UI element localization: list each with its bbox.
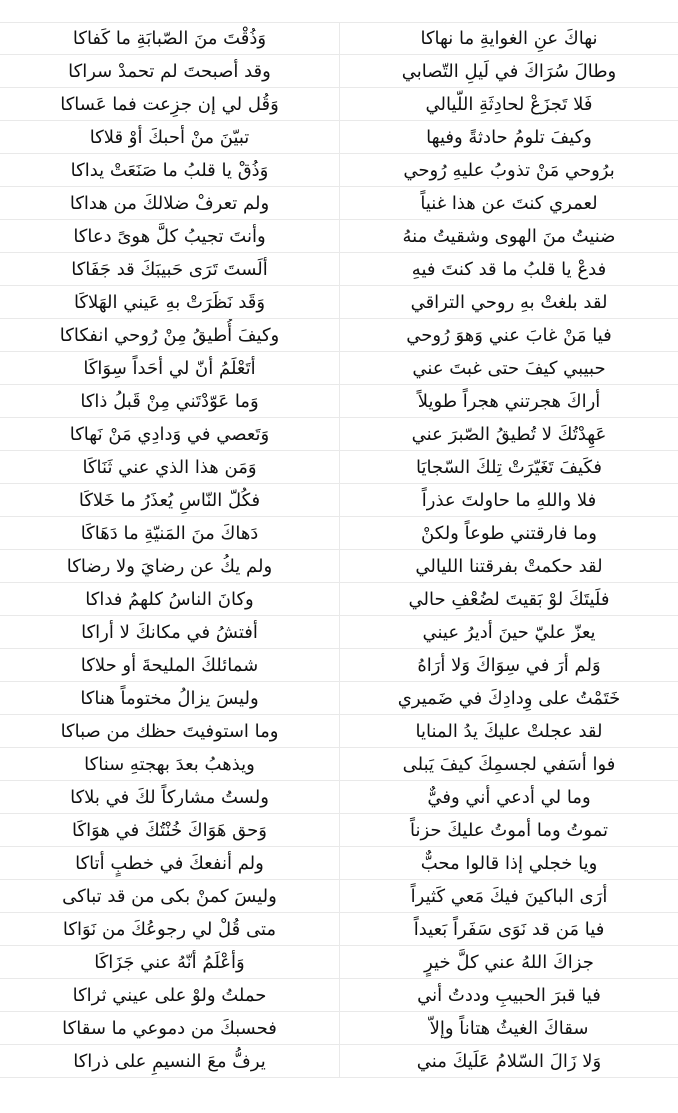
verse-first-hemistich: وطالَ سُرَاكَ في لَيلِ التّصابي bbox=[339, 55, 678, 87]
verse-row bbox=[0, 1045, 678, 1078]
verse-second-hemistich: دَهاكَ منَ المَنيّةِ ما دَهَاكَا bbox=[80, 522, 259, 544]
verse-first-hemistich: عَهِدْتُكَ لا تُطيقُ الصّبرَ عني bbox=[339, 418, 678, 450]
verse-second-hemistich: وَما عَوّدْتَني مِنْ قَبلُ ذاكا bbox=[80, 390, 259, 412]
verse-first-hemistich: فوا أسَفي لجسمِكَ كيفَ يَبلى bbox=[339, 748, 678, 780]
verse-second-hemistich: ولم تعرفْ ضلالكَ من هداكا bbox=[69, 192, 270, 214]
verse-row bbox=[0, 946, 678, 979]
verse-first-hemistich: تموتُ وما أموتُ عليكَ حزناً bbox=[339, 814, 678, 846]
verse-first-hemistich: جزاكَ اللهُ عني كلَّ خيرٍ bbox=[339, 946, 678, 978]
verse-first-hemistich: يعزّ عليّ حينَ أديرُ عيني bbox=[339, 616, 678, 648]
verse-row bbox=[0, 781, 678, 814]
verse-second-hemistich: ولم أنفعكَ في خطبٍ أتاكا bbox=[75, 852, 264, 874]
verse-second-hemistich: فكُلّ النّاسِ يُعذَرُ ما خَلاكَا bbox=[78, 489, 261, 511]
verse-second-hemistich: أتَعْلَمُ أنّ لي أحَداً سِوَاكَا bbox=[83, 357, 256, 379]
verse-first-hemistich: فدعْ يا قلبُ ما قد كنتَ فيهِ bbox=[339, 253, 678, 285]
verse-row bbox=[0, 1012, 678, 1045]
verse-row bbox=[0, 748, 678, 781]
verse-row bbox=[0, 253, 678, 286]
verse-first-hemistich: ويا خجلي إذا قالوا محبٌّ bbox=[339, 847, 678, 879]
verse-second-hemistich: وَقُل لي إن جزِعت فما عَساكا bbox=[60, 93, 279, 115]
verse-row bbox=[0, 88, 678, 121]
verse-second-hemistich: تبيّنَ منْ أحبكَ أوْ قلاكا bbox=[89, 126, 250, 148]
verse-second-hemistich: وَذُقْ يا قلبُ ما صَنَعَتْ يداكا bbox=[70, 159, 269, 181]
verse-first-hemistich: وَلم أرَ في سِوَاكَ وَلا أرَاهُ bbox=[339, 649, 678, 681]
verse-first-hemistich: فلَيتَكَ لوْ بَقيتَ لضُعْفِ حالي bbox=[339, 583, 678, 615]
verse-second-hemistich: وكيفَ أُطيقُ مِنْ رُوحي انفكاكا bbox=[59, 324, 280, 346]
verse-first-hemistich: لعمري كنتَ عن هذا غنياً bbox=[339, 187, 678, 219]
verse-row bbox=[0, 385, 678, 418]
verse-row bbox=[0, 616, 678, 649]
verse-second-hemistich: وما استوفيتَ حظك من صباكا bbox=[60, 720, 279, 742]
verse-second-hemistich: وَذُقْتَ منَ الصّبابَةِ ما كَفاكا bbox=[72, 28, 267, 49]
verse-second-hemistich: ولم يكُ عن رضايَ ولا رضاكا bbox=[66, 555, 273, 577]
verse-second-hemistich: وَأعْلَمُ أنّهُ عني جَزَاكَا bbox=[94, 951, 245, 973]
verse-row bbox=[0, 286, 678, 319]
verse-second-hemistich: وليسَ كمنْ بكى من قد تباكى bbox=[62, 885, 277, 907]
verse-first-hemistich: فَلا تَجزَعْ لحادِثَةِ اللّيالي bbox=[339, 88, 678, 120]
verse-second-hemistich: وأنتَ تجيبُ كلَّ هوىً دعاكا bbox=[73, 225, 266, 247]
verse-row bbox=[0, 550, 678, 583]
verse-row bbox=[0, 55, 678, 88]
verse-first-hemistich: نهاكَ عنِ الغوايةِ ما نهاكا bbox=[339, 23, 678, 54]
verse-row bbox=[0, 913, 678, 946]
verse-first-hemistich: برُوحي مَنْ تذوبُ عليهِ رُوحي bbox=[339, 154, 678, 186]
verse-first-hemistich: ضنيتُ منَ الهوى وشقيتُ منهُ bbox=[339, 220, 678, 252]
verse-second-hemistich: وَمَن هذا الذي عني ثَنَاكَا bbox=[82, 456, 257, 478]
verse-second-hemistich: متى قُلْ لي رجوعُكَ من نَوَاكا bbox=[62, 918, 277, 940]
verse-row bbox=[0, 418, 678, 451]
verse-first-hemistich: وكيفَ تلومُ حادثةً وفيها bbox=[339, 121, 678, 153]
verse-first-hemistich: لقد عجلتْ عليكَ يدُ المنايا bbox=[339, 715, 678, 747]
poem-table bbox=[0, 22, 678, 1078]
verse-row bbox=[0, 220, 678, 253]
verse-second-hemistich: وليسَ يزالُ مختوماً هناكا bbox=[80, 687, 259, 709]
verse-second-hemistich: حملتُ ولوْ على عيني ثراكا bbox=[72, 984, 267, 1006]
verse-second-hemistich: وكانَ الناسُ كلهمُ فداكا bbox=[85, 588, 254, 610]
verse-second-hemistich: وقد أصبحتَ لم تحمدْ سراكا bbox=[68, 60, 271, 82]
verse-second-hemistich: أفتشُ في مكانكَ لا أراكا bbox=[81, 621, 258, 643]
verse-row bbox=[0, 649, 678, 682]
verse-row bbox=[0, 979, 678, 1012]
verse-first-hemistich: فكَيفَ تَغَيّرَتْ تِلكَ السّجايَا bbox=[339, 451, 678, 483]
verse-row bbox=[0, 22, 678, 55]
verse-row bbox=[0, 715, 678, 748]
verse-row bbox=[0, 352, 678, 385]
verse-row bbox=[0, 880, 678, 913]
verse-second-hemistich: ألَستَ تَرَى حَبيبَكَ قد جَفَاكا bbox=[71, 258, 268, 280]
verse-second-hemistich: ويذهبُ بعدَ بهجتهِ سناكا bbox=[84, 753, 255, 775]
verse-row bbox=[0, 682, 678, 715]
verse-second-hemistich: فحسبكَ من دموعي ما سقاكا bbox=[62, 1017, 277, 1039]
verse-first-hemistich: حبيبي كيفَ حتى غبتَ عني bbox=[339, 352, 678, 384]
verse-row bbox=[0, 319, 678, 352]
verse-first-hemistich: لقد حكمتْ بفرقتنا الليالي bbox=[339, 550, 678, 582]
verse-row bbox=[0, 583, 678, 616]
verse-second-hemistich: وَقَد نَظَرَتْ بهِ عَيني الهَلاكَا bbox=[73, 291, 266, 313]
verse-second-hemistich: وَحق هَوَاكَ خُنْتُكَ في هوَاكَا bbox=[72, 819, 267, 841]
verse-first-hemistich: وما لي أدعي أني وفيٌّ bbox=[339, 781, 678, 813]
verse-row bbox=[0, 154, 678, 187]
verse-first-hemistich: سقاكَ الغيثُ هتاناً وإلاّ bbox=[339, 1012, 678, 1044]
verse-first-hemistich: وما فارقتني طوعاً ولكنْ bbox=[339, 517, 678, 549]
verse-first-hemistich: فلا واللهِ ما حاولتَ عذراً bbox=[339, 484, 678, 516]
verse-first-hemistich: فيا مَن قد نَوَى سَفَراً بَعيداً bbox=[339, 913, 678, 945]
verse-row bbox=[0, 814, 678, 847]
verse-first-hemistich: أراكَ هجرتني هجراً طويلاً bbox=[339, 385, 678, 417]
verse-first-hemistich: وَلا زَالَ السّلامُ عَلَيكَ مني bbox=[339, 1045, 678, 1077]
verse-first-hemistich: خَتَمْتُ على وِدادِكَ في ضَميري bbox=[339, 682, 678, 714]
verse-row bbox=[0, 451, 678, 484]
verse-first-hemistich: فيا مَنْ غابَ عني وَهوَ رُوحي bbox=[339, 319, 678, 351]
verse-second-hemistich: شمائلكَ المليحةَ أو حلاكا bbox=[80, 654, 259, 676]
verse-row bbox=[0, 847, 678, 880]
verse-first-hemistich: أرَى الباكينَ فيكَ مَعي كَثيراً bbox=[339, 880, 678, 912]
verse-row bbox=[0, 121, 678, 154]
verse-second-hemistich: يرفُّ معَ النسيمِ على ذراكا bbox=[73, 1050, 266, 1072]
verse-first-hemistich: لقد بلغتْ بهِ روحي التراقي bbox=[339, 286, 678, 318]
verse-first-hemistich: فيا قبرَ الحبيبِ وددتُ أني bbox=[339, 979, 678, 1011]
verse-row bbox=[0, 517, 678, 550]
verse-row bbox=[0, 187, 678, 220]
verse-second-hemistich: ولستُ مشاركاً لكَ في بلاكا bbox=[70, 786, 269, 808]
verse-second-hemistich: وَتَعصي في وَدادِي مَنْ نَهاكا bbox=[69, 423, 270, 445]
verse-row bbox=[0, 484, 678, 517]
